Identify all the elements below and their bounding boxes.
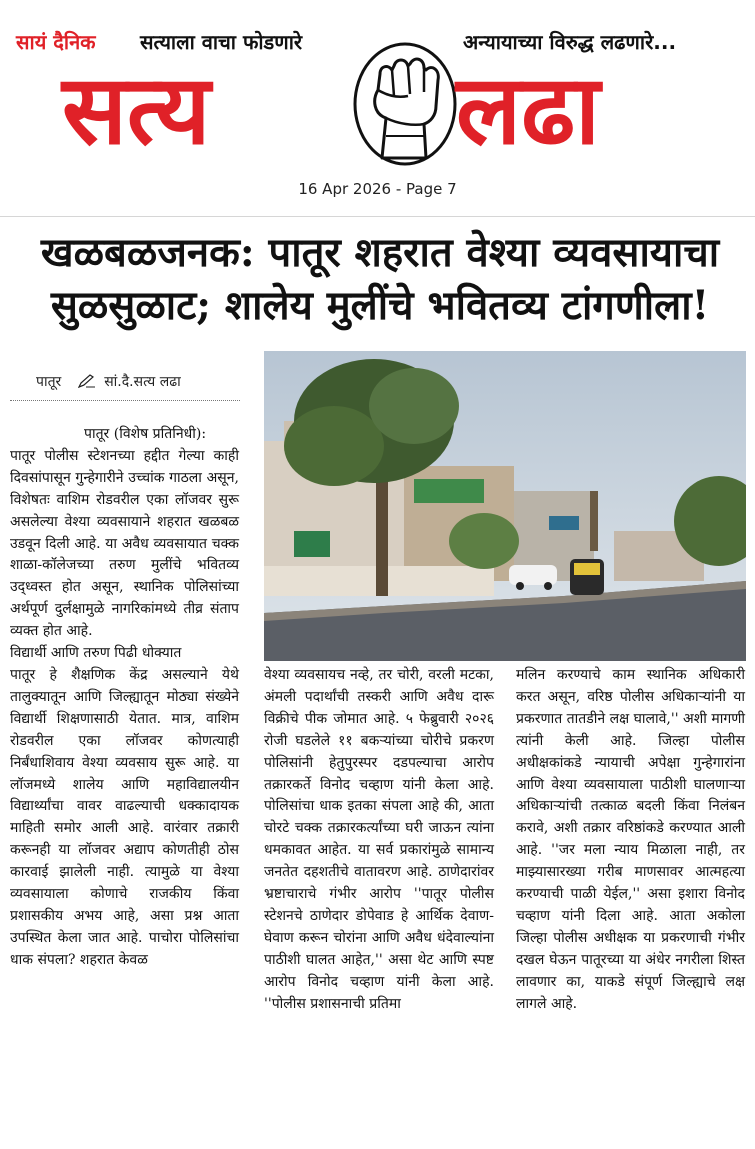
masthead-tagline-left: सायं दैनिक: [16, 30, 96, 54]
column-2-text: वेश्या व्यवसायच नव्हे, तर चोरी, वरली मटका, अंमली पदार्थांची तस्करी आणि अवैध दारू विक्रीचे पीक जोमात आहे. ५ फेब्रुवारी २०२६ रोजी घडलेले ११ बकऱ्यांच्या चोरीचे प्रकरण पोलिसांनी हेतुपुरस्पर दडपल्याचा आरोप तक्रारकर्ते विनोद चव्हाण यांनी केला आहे. पोलिसांचा धाक इतका संपला आहे की, आता चोरटे चक्क तक्रारकर्त्यांच्या घरी जाऊन त्यांना धमकावत आहेत. या सर्व प्रकारांमुळे सामान्य जनतेत दहशतीचे वातावरण आहे. ठाणेदारांवर भ्रष्टाचाराचे गंभीर आरोप ''पातूर पोलीस स्टेशनचे ठाणेदार डोपेवाड हे आर्थिक देवाण-घेवाण करून चोरांना आणि अवैध धंदेवाल्यांना पाठीशी घालत आहेत,'' असा थेट आणि स्पष्ट आरोप विनोद चव्हाण यांनी केला आहे. ''पोलीस प्रशासनाची प्रतिमा: [264, 667, 494, 1012]
article-column-1: [10, 424, 239, 972]
pen-icon: [78, 374, 96, 388]
raised-fist-icon: [352, 40, 458, 168]
subheading: विद्यार्थी आणि तरुण पिढी धोक्यात: [10, 645, 182, 662]
header-divider: [0, 216, 755, 217]
byline: [36, 372, 181, 391]
headline-line-2: सुळसुळाट; शालेय मुलींचे भवितव्य टांगणीला!: [50, 282, 710, 329]
byline-source: सां.दै.सत्य लढा: [104, 374, 181, 390]
edition-date: 16 Apr 2026 - Page 7: [298, 180, 457, 198]
masthead: [0, 0, 755, 175]
logo-word-ladha: लढा: [456, 54, 600, 166]
paragraph-1: पातूर पोलीस स्टेशनच्या हद्दीत गेल्या काही दिवसांपासून गुन्हेगारीने उच्चांक गाठला असून, विशेषतः वाशिम रोडवरील एका लॉजवर सुरू असलेल्या वेश्या व्यवसायाने शहरात खळबळ उडवून दिली आहे. या अवैध व्यवसायात चक्क शाळा-कॉलेजच्या तरुण मुलींचे भवितव्य उद्ध्वस्त होत असून, स्थानिक पोलिसांच्या अर्थपूर्ण दुर्लक्षामुळे नागरिकांमध्ये तीव्र संताप व्यक्त होत आहे.: [10, 447, 239, 640]
article-column-3: [516, 665, 745, 1016]
street-photo: [264, 351, 746, 661]
byline-divider: [10, 400, 240, 401]
masthead-tagline-right: अन्यायाच्या विरुद्ध लढणारे...: [463, 30, 677, 54]
headline-line-1: खळबळजनक: पातूर शहरात वेश्या व्यवसायाचा: [40, 229, 720, 276]
dateline: पातूर (विशेष प्रतिनिधी):: [84, 426, 207, 442]
byline-place: पातूर: [36, 374, 62, 390]
masthead-tagline-mid: सत्याला वाचा फोडणारे: [140, 30, 303, 54]
column-3-text: मलिन करण्याचे काम स्थानिक अधिकारी करत असून, वरिष्ठ पोलीस अधिकाऱ्यांनी या प्रकरणात तातडीने लक्ष घालावे,'' अशी मागणी त्यांनी केली आहे. जिल्हा पोलीस अधीक्षकांकडे न्यायाची अपेक्षा गुन्हेगारांना आणि वेश्या व्यवसायाला पाठीशी घालणाऱ्या अधिकाऱ्यांची तत्काळ बदली किंवा निलंबन करावे, अशी तक्रार वरिष्ठांकडे करण्यात आली आहे. ''जर मला न्याय मिळाला नाही, तर माझ्यासारख्या गरीब माणसावर आत्महत्या करण्याची पाळी येईल,'' असा इशारा विनोद चव्हाण यांनी दिला आहे. आता अकोला जिल्हा पोलीस अधीक्षक या प्रकरणाची गंभीर दखल घेऊन पातूरच्या या अंधेर नगरीला शिस्त लावणार का, याकडे संपूर्ण जिल्ह्याचे लक्ष लागले आहे.: [516, 667, 745, 1012]
article-headline: [10, 226, 750, 332]
logo-word-satya: सत्य: [62, 54, 211, 166]
paragraph-2: पातूर हे शैक्षणिक केंद्र असल्याने येथे तालुक्यातून आणि जिल्ह्यातून मोठ्या संख्येने विद्यार्थी शिक्षणासाठी येतात. मात्र, वाशिम रोडवरील एका लॉजवर कोणत्याही निर्बंधाशिवाय वेश्या व्यवसाय सुरू आहे. या लॉजमध्ये शालेय आणि महाविद्यालयीन विद्यार्थ्यांचा वावर वाढल्याची धक्कादायक माहिती समोर आली आहे. वारंवार तक्रारी करूनही या लॉजवर अद्याप कोणतीही ठोस कारवाई झालेली नाही. त्यामुळे या वेश्या व्यवसायाला कोणाचे राजकीय किंवा प्रशासकीय अभय आहे, असा प्रश्न आता उपस्थित केला जात आहे. पाचोरा पोलिसांचा धाक संपला? शहरात केवळ: [10, 666, 239, 968]
article-column-2: [264, 665, 494, 1016]
